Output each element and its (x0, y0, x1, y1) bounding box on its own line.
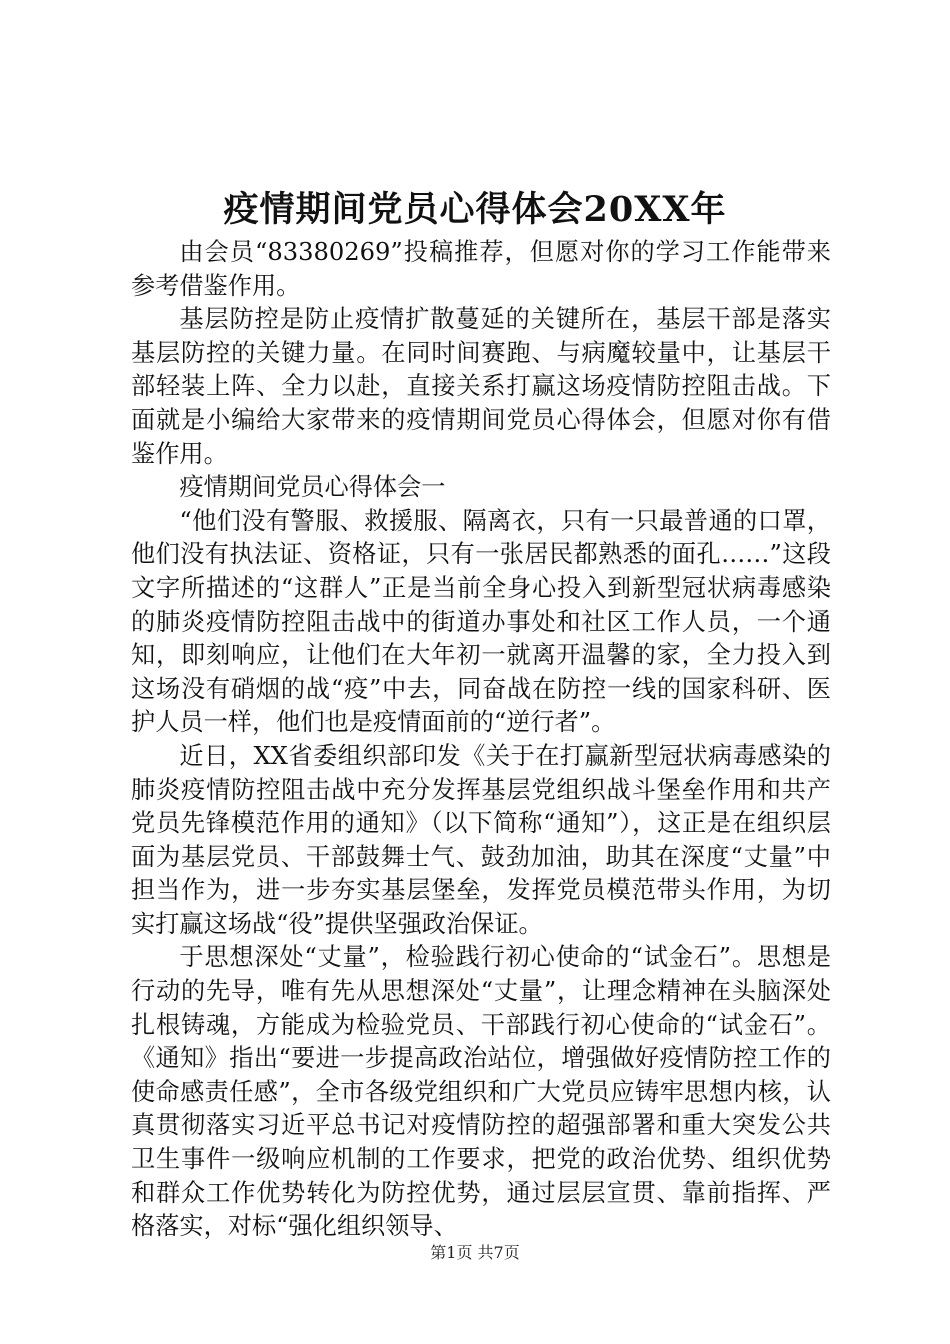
paragraph-intro: 由会员“83380269”投稿推荐，但愿对你的学习工作能带来参考借鉴作用。 (131, 238, 831, 300)
page-number-footer: 第1页 共7页 (430, 1243, 520, 1262)
paragraph-body: 于思想深处“丈量”，检验践行初心使命的“试金石”。思想是行动的先导，唯有先从思想深处“丈量”，让理念精神在头脑深处扎根铸魂，方能成为检验党员、干部践行初心使命的“试金石”。《通知》指出“要进一步提高政治站位，增强做好疫情防控工作的使命感责任感”，全市各级党组织和广大党员应铸牢思想内核，认真贯彻落实习近平总书记对疫情防控的超强部署和重大突发公共卫生事件一级响应机制的工作要求，把党的政治优势、组织优势和群众工作优势转化为防控优势，通过层层宣贯、靠前指挥、严格落实，对标“强化组织领导、 (131, 943, 831, 1241)
paragraph-summary: 基层防控是防止疫情扩散蔓延的关键所在，基层干部是落实基层防控的关键力量。在同时间赛跑、与病魔较量中，让基层干部轻装上阵、全力以赴，直接关系打赢这场疫情防控阻击战。下面就是小编给大家带来的疫情期间党员心得体会，但愿对你有借鉴作用。 (131, 305, 831, 468)
document-title: 疫情期间党员心得体会20XX年 (223, 189, 727, 230)
section-heading: 疫情期间党员心得体会一 (179, 473, 446, 502)
document-body (131, 236, 831, 1244)
paragraph-body: 近日，XX省委组织部印发《关于在打赢新型冠状病毒感染的肺炎疫情防控阻击战中充分发挥基层党组织战斗堡垒作用和共产党员先锋模范作用的通知》（以下简称“通知”），这正是在组织层面为基层党员、干部鼓舞士气、鼓劲加油，助其在深度“丈量”中担当作为，进一步夯实基层堡垒，发挥党员模范带头作用，为切实打赢这场战“役”提供坚强政治保证。 (131, 741, 831, 938)
paragraph-body: “他们没有警服、救援服、隔离衣，只有一只最普通的口罩，他们没有执法证、资格证，只有一张居民都熟悉的面孔……”这段文字所描述的“这群人”正是当前全身心投入到新型冠状病毒感染的肺炎疫情防控阻击战中的街道办事处和社区工作人员，一个通知，即刻响应，让他们在大年初一就离开温馨的家，全力投入到这场没有硝烟的战“疫”中去，同奋战在防控一线的国家科研、医护人员一样，他们也是疫情面前的“逆行者”。 (131, 506, 831, 737)
